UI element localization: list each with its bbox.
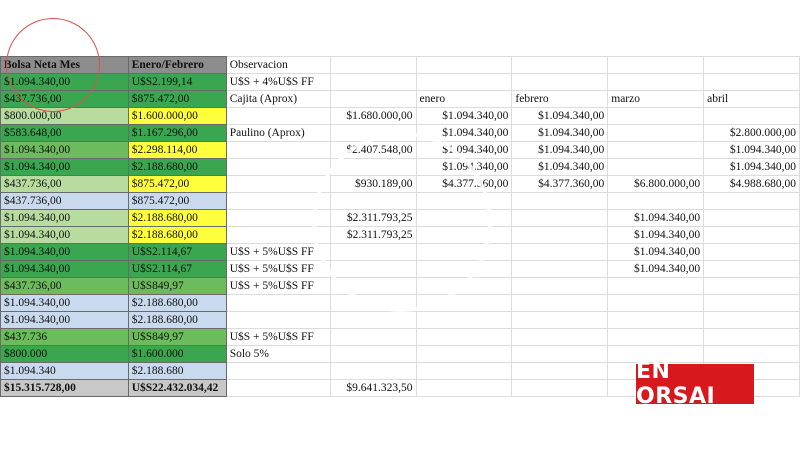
table-cell[interactable]: U$S + 4%U$S FF (226, 74, 330, 91)
table-row (1, 261, 800, 278)
table-cell[interactable]: U$S + 5%U$S FF (226, 278, 330, 295)
spreadsheet-table (0, 56, 800, 397)
table-cell[interactable] (226, 210, 330, 227)
table-cell[interactable] (330, 329, 416, 346)
table-cell[interactable] (512, 295, 608, 312)
table-cell[interactable]: $1.094.340,00 (512, 142, 608, 159)
table-cell[interactable]: $1.094.340,00 (1, 74, 129, 91)
table-cell[interactable]: $6.800.000,00 (608, 176, 704, 193)
table-cell[interactable]: $1.600.000 (128, 346, 226, 363)
table-cell[interactable]: U$S2.199,14 (128, 74, 226, 91)
table-cell[interactable] (416, 227, 512, 244)
header-cell[interactable] (330, 57, 416, 74)
table-cell[interactable]: $2.407.548,00 (330, 142, 416, 159)
table-row (1, 244, 800, 261)
table-cell[interactable] (226, 227, 330, 244)
table-cell[interactable] (512, 346, 608, 363)
table-cell[interactable] (226, 295, 330, 312)
table-cell[interactable]: U$S2.114,67 (128, 261, 226, 278)
table-cell[interactable] (416, 363, 512, 380)
table-cell[interactable]: $1.167.296,00 (128, 125, 226, 142)
table-cell[interactable]: $4.377.360,00 (512, 176, 608, 193)
table-cell[interactable]: Solo 5% (226, 346, 330, 363)
table-cell[interactable]: $1.094.340,00 (608, 244, 704, 261)
table-cell[interactable] (608, 125, 704, 142)
table-row (1, 295, 800, 312)
table-cell[interactable] (330, 74, 416, 91)
table-cell[interactable]: $1.094.340,00 (704, 142, 800, 159)
table-cell[interactable] (330, 244, 416, 261)
table-cell[interactable]: U$S22.432.034,42 (128, 380, 226, 397)
table-cell[interactable]: $437.736,00 (1, 176, 129, 193)
header-row (1, 57, 800, 74)
table-cell[interactable]: $800.000,00 (1, 108, 129, 125)
table-cell[interactable] (704, 227, 800, 244)
table-cell[interactable]: $2.188.680,00 (128, 159, 226, 176)
table-cell[interactable] (608, 312, 704, 329)
table-cell[interactable] (512, 363, 608, 380)
table-cell[interactable] (226, 176, 330, 193)
table-row (1, 74, 800, 91)
table-cell[interactable] (608, 278, 704, 295)
table-cell[interactable]: $1.094.340,00 (1, 312, 129, 329)
logo-text: EN ORSAI (636, 359, 716, 409)
table-cell[interactable]: marzo (608, 91, 704, 108)
table-cell[interactable]: $875.472,00 (128, 91, 226, 108)
table-cell[interactable] (704, 312, 800, 329)
table-cell[interactable] (512, 193, 608, 210)
table-row (1, 159, 800, 176)
table-cell[interactable]: abril (704, 91, 800, 108)
table-cell[interactable] (608, 329, 704, 346)
table-cell[interactable]: $9.641.323,50 (330, 380, 416, 397)
table-cell[interactable] (608, 142, 704, 159)
table-cell[interactable] (512, 74, 608, 91)
table-cell[interactable]: $2.311.793,25 (330, 210, 416, 227)
table-cell[interactable] (226, 312, 330, 329)
table-cell[interactable]: Cajita (Aprox) (226, 91, 330, 108)
table-cell[interactable] (512, 278, 608, 295)
table-cell[interactable]: $930.189,00 (330, 176, 416, 193)
table-cell[interactable]: $1.094.340,00 (1, 295, 129, 312)
table-cell[interactable] (416, 380, 512, 397)
table-cell[interactable]: Paulino (Aprox) (226, 125, 330, 142)
table-cell[interactable]: febrero (512, 91, 608, 108)
table-row (1, 193, 800, 210)
table-cell[interactable] (416, 295, 512, 312)
table-row (1, 227, 800, 244)
table-cell[interactable]: $1.094.340,00 (512, 125, 608, 142)
header-cell[interactable]: Enero/Febrero (128, 57, 226, 74)
table-row (1, 210, 800, 227)
table-cell[interactable]: U$S849,97 (128, 278, 226, 295)
table-cell[interactable]: $1.680.000,00 (330, 108, 416, 125)
table-cell[interactable] (226, 108, 330, 125)
table-cell[interactable]: $2.188.680,00 (128, 210, 226, 227)
table-cell[interactable] (704, 74, 800, 91)
table-row (1, 278, 800, 295)
table-cell[interactable] (608, 295, 704, 312)
table-cell[interactable] (704, 278, 800, 295)
table-cell[interactable]: $437.736,00 (1, 91, 129, 108)
table-row (1, 125, 800, 142)
table-cell[interactable] (226, 380, 330, 397)
table-cell[interactable] (704, 193, 800, 210)
header-cell[interactable] (704, 57, 800, 74)
table-cell[interactable] (330, 346, 416, 363)
table-cell[interactable]: $2.188.680 (128, 363, 226, 380)
table-cell[interactable] (416, 278, 512, 295)
table-cell[interactable] (330, 159, 416, 176)
table-cell[interactable]: $2.800.000,00 (704, 125, 800, 142)
table-cell[interactable] (226, 159, 330, 176)
table-cell[interactable]: $2.188.680,00 (128, 312, 226, 329)
table-cell[interactable]: $1.600.000,00 (128, 108, 226, 125)
table-cell[interactable] (704, 108, 800, 125)
table-cell[interactable]: $1.094.340,00 (608, 210, 704, 227)
table-cell[interactable] (704, 210, 800, 227)
header-cell[interactable] (416, 57, 512, 74)
table-cell[interactable] (704, 295, 800, 312)
table-cell[interactable] (330, 295, 416, 312)
table-row (1, 329, 800, 346)
table-cell[interactable] (512, 329, 608, 346)
table-cell[interactable] (330, 193, 416, 210)
table-cell[interactable]: $1.094.340,00 (1, 142, 129, 159)
table-cell[interactable] (704, 261, 800, 278)
table-cell[interactable]: $2.298.114,00 (128, 142, 226, 159)
table-cell[interactable]: $437.736,00 (1, 278, 129, 295)
table-cell[interactable] (330, 91, 416, 108)
table-cell[interactable]: $1.094.340,00 (1, 159, 129, 176)
table-cell[interactable] (330, 312, 416, 329)
en-orsai-logo (636, 359, 754, 409)
table-row (1, 91, 800, 108)
table-cell[interactable]: $1.094.340,00 (608, 261, 704, 278)
table-cell[interactable]: enero (416, 91, 512, 108)
header-cell[interactable]: Bolsa Neta Mes (1, 57, 129, 74)
table-cell[interactable]: U$S + 5%U$S FF (226, 244, 330, 261)
table-cell[interactable] (512, 312, 608, 329)
table-cell[interactable] (330, 363, 416, 380)
table-cell[interactable]: $1.094.340,00 (512, 108, 608, 125)
table-row (1, 176, 800, 193)
table-cell[interactable]: $1.094.340,00 (1, 227, 129, 244)
table-cell[interactable] (416, 244, 512, 261)
table-cell[interactable] (608, 74, 704, 91)
table-cell[interactable]: $1.094.340,00 (1, 210, 129, 227)
header-cell[interactable] (512, 57, 608, 74)
table-cell[interactable]: U$S + 5%U$S FF (226, 261, 330, 278)
table-cell[interactable] (330, 125, 416, 142)
table-cell[interactable] (416, 312, 512, 329)
table-cell[interactable] (608, 108, 704, 125)
table-cell[interactable]: $1.094.340,00 (608, 227, 704, 244)
table-cell[interactable] (704, 244, 800, 261)
table-cell[interactable]: $15.315.728,00 (1, 380, 129, 397)
table-row (1, 142, 800, 159)
table-cell[interactable]: $800.000 (1, 346, 129, 363)
table-cell[interactable]: $437.736 (1, 329, 129, 346)
table-cell[interactable]: $875.472,00 (128, 176, 226, 193)
table-cell[interactable]: $875.472,00 (128, 193, 226, 210)
table-row (1, 312, 800, 329)
table-cell[interactable]: $2.188.680,00 (128, 295, 226, 312)
header-cell[interactable] (608, 57, 704, 74)
table-cell[interactable]: $1.094.340 (1, 363, 129, 380)
table-cell[interactable] (512, 380, 608, 397)
table-cell[interactable]: $583.648,00 (1, 125, 129, 142)
table-cell[interactable]: $1.094.340,00 (1, 244, 129, 261)
table-cell[interactable]: $437.736,00 (1, 193, 129, 210)
table-cell[interactable]: $1.094.340,00 (1, 261, 129, 278)
table-cell[interactable]: $1.094.340,00 (416, 125, 512, 142)
table-cell[interactable]: $1.094.340,00 (416, 142, 512, 159)
table-cell[interactable] (512, 227, 608, 244)
table-cell[interactable] (704, 329, 800, 346)
table-cell[interactable] (512, 210, 608, 227)
table-cell[interactable]: $4.377.360,00 (416, 176, 512, 193)
table-cell[interactable] (416, 210, 512, 227)
table-cell[interactable] (608, 159, 704, 176)
table-cell[interactable]: $1.094.340,00 (512, 159, 608, 176)
table-cell[interactable]: U$S + 5%U$S FF (226, 329, 330, 346)
table-cell[interactable]: $1.094.340,00 (704, 159, 800, 176)
table-cell[interactable] (330, 261, 416, 278)
table-cell[interactable] (512, 244, 608, 261)
table-cell[interactable]: $2.311.793,25 (330, 227, 416, 244)
table-cell[interactable]: $4.988.680,00 (704, 176, 800, 193)
table-row (1, 108, 800, 125)
table-cell[interactable] (608, 193, 704, 210)
table-cell[interactable] (416, 74, 512, 91)
table-cell[interactable]: $1.094.340,00 (416, 108, 512, 125)
table-cell[interactable]: U$S2.114,67 (128, 244, 226, 261)
table-cell[interactable] (416, 193, 512, 210)
table-cell[interactable] (512, 261, 608, 278)
table-cell[interactable] (226, 193, 330, 210)
table-cell[interactable]: $2.188.680,00 (128, 227, 226, 244)
table-cell[interactable] (226, 363, 330, 380)
table-cell[interactable] (226, 142, 330, 159)
header-cell[interactable]: Observacion (226, 57, 330, 74)
table-cell[interactable] (416, 261, 512, 278)
table-cell[interactable] (330, 278, 416, 295)
table-cell[interactable]: U$S849,97 (128, 329, 226, 346)
table-cell[interactable]: $1.094.340,00 (416, 159, 512, 176)
table-cell[interactable] (416, 329, 512, 346)
table-cell[interactable] (416, 346, 512, 363)
